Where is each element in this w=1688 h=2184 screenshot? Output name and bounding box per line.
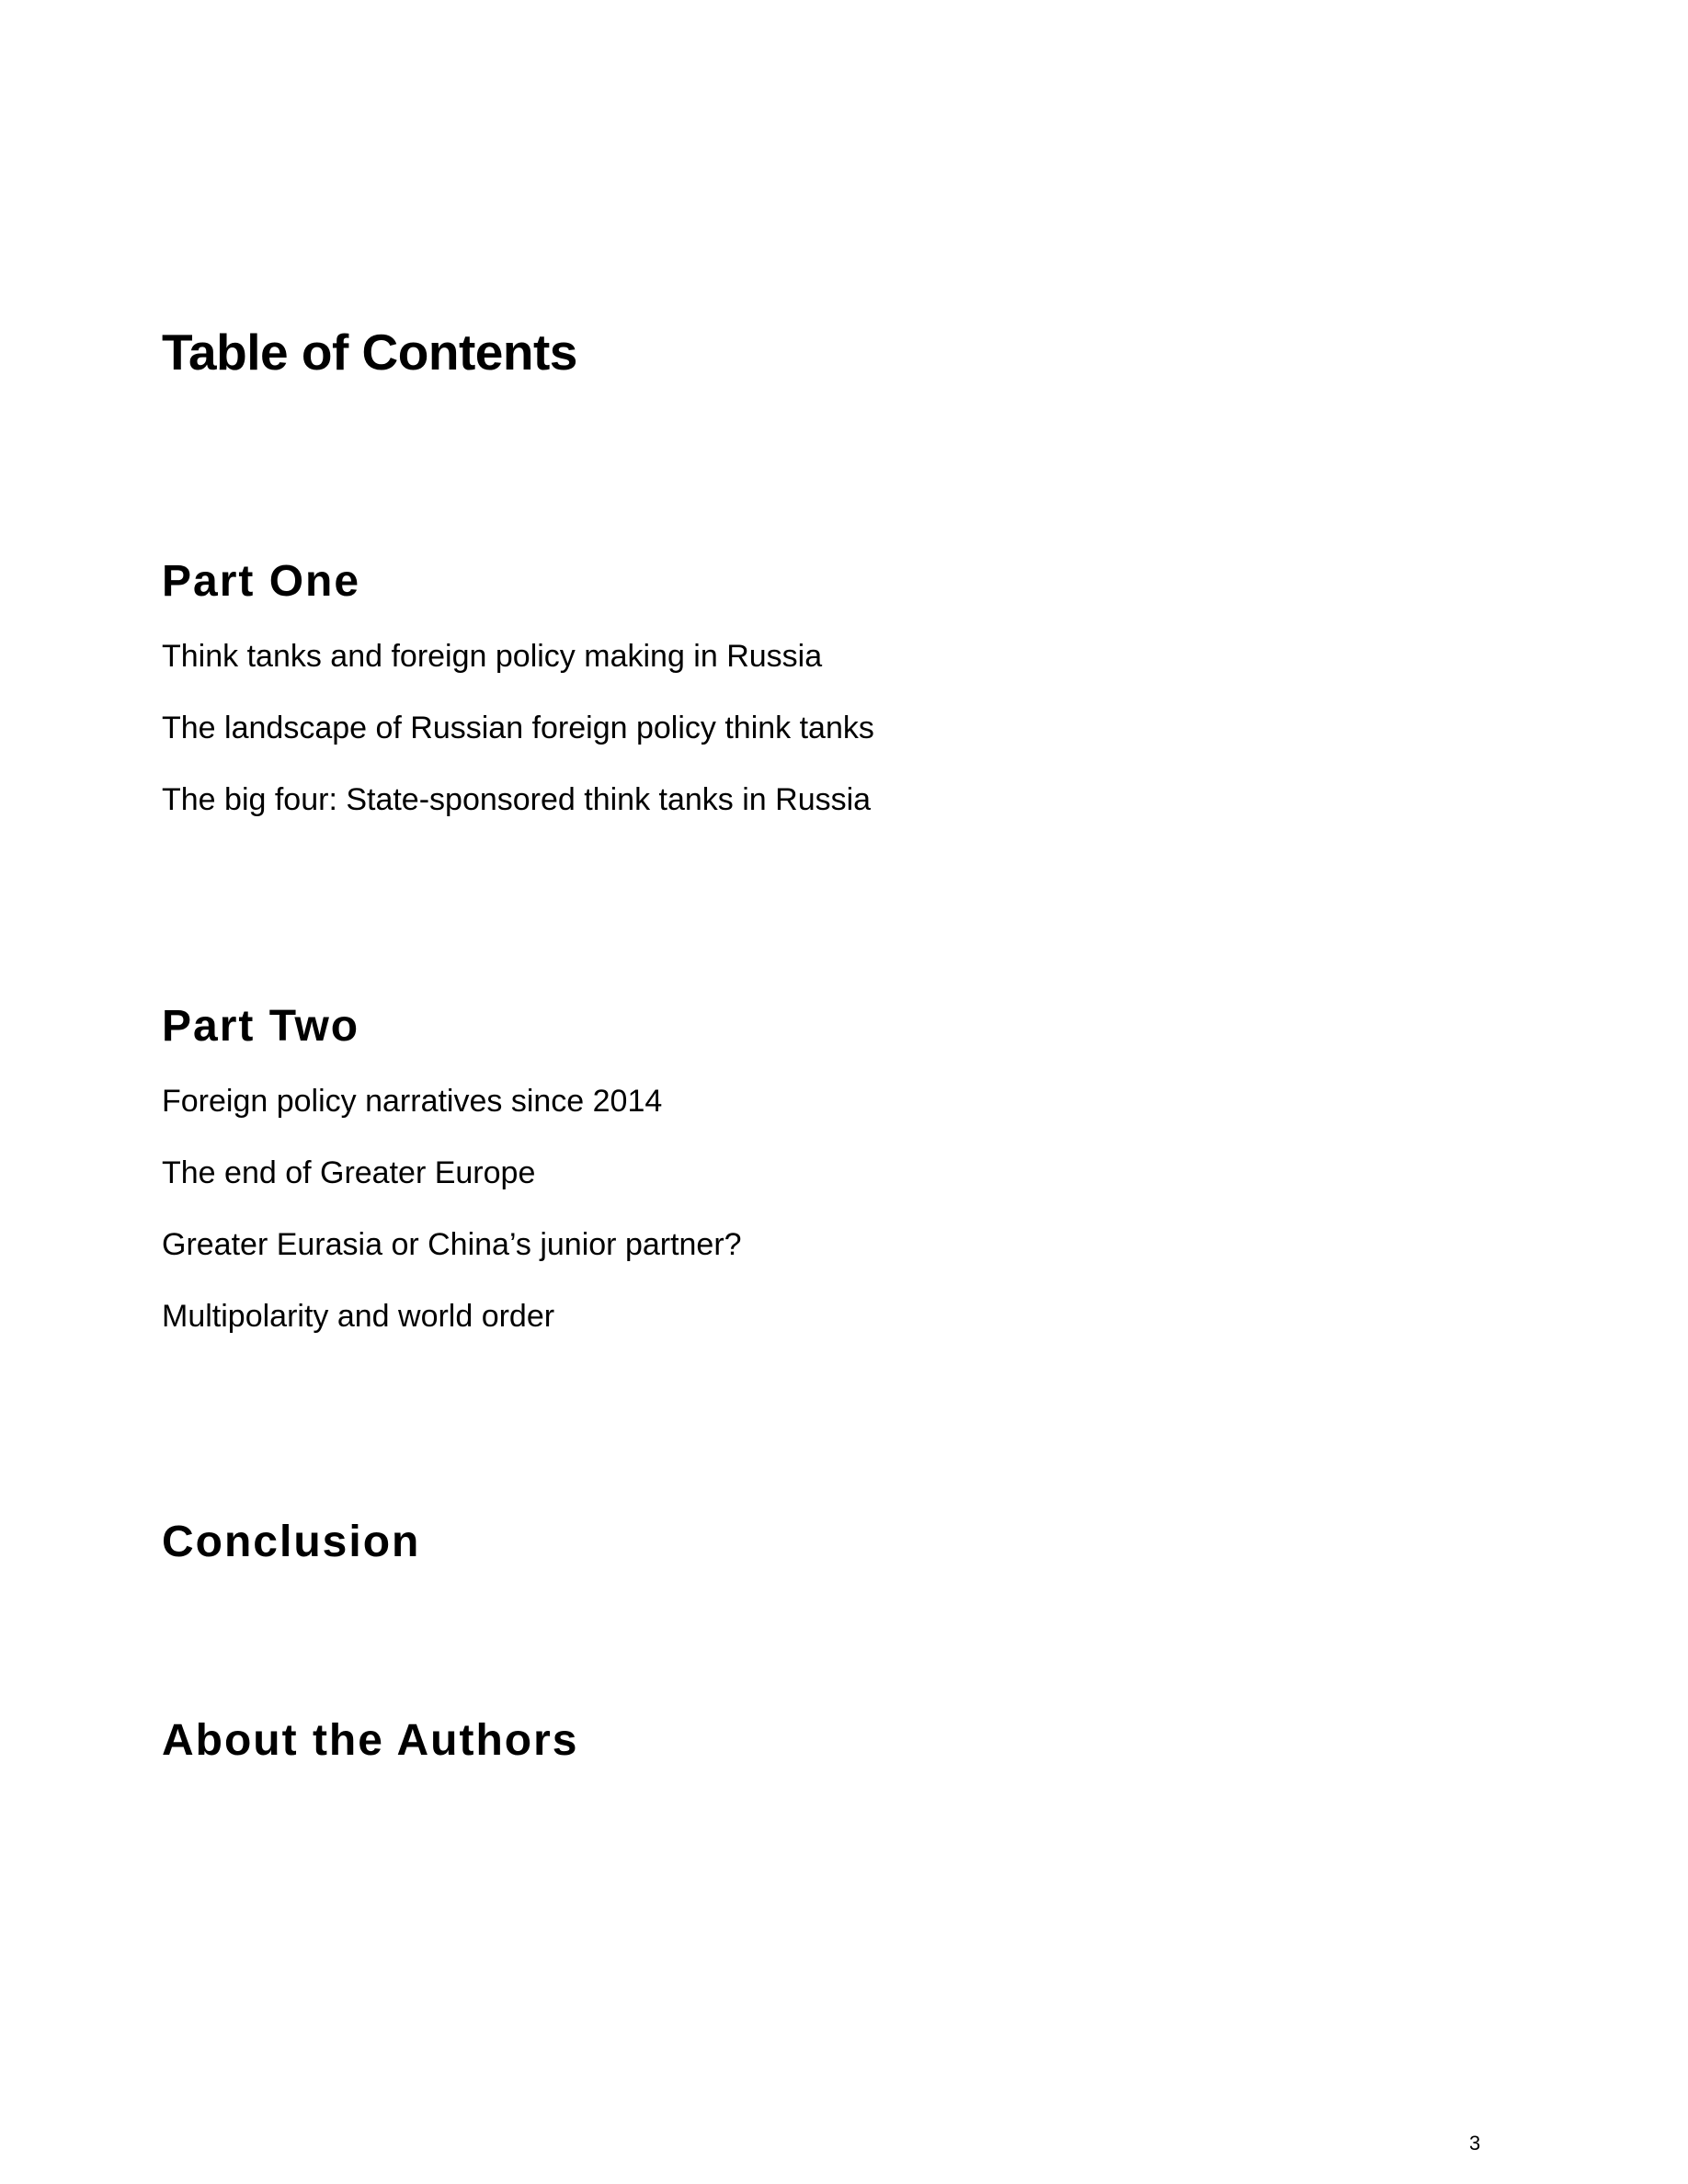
section-heading-about-the-authors: About the Authors <box>162 1716 579 1765</box>
toc-entry: Multipolarity and world order <box>162 1299 555 1334</box>
toc-entry: The big four: State-sponsored think tanks in Russia <box>162 782 872 817</box>
toc-entry: Think tanks and foreign policy making in Russia <box>162 639 823 674</box>
toc-entry: Foreign policy narratives since 2014 <box>162 1084 663 1119</box>
section-heading-part-two: Part Two <box>162 1002 360 1051</box>
page-title: Table of Contents <box>162 324 577 381</box>
toc-entry: The landscape of Russian foreign policy think tanks <box>162 711 874 745</box>
section-heading-conclusion: Conclusion <box>162 1518 421 1566</box>
page-number: 3 <box>1469 2132 1481 2155</box>
section-heading-part-one: Part One <box>162 557 361 606</box>
toc-entry: The end of Greater Europe <box>162 1155 536 1190</box>
toc-entry: Greater Eurasia or China’s junior partner? <box>162 1227 742 1262</box>
